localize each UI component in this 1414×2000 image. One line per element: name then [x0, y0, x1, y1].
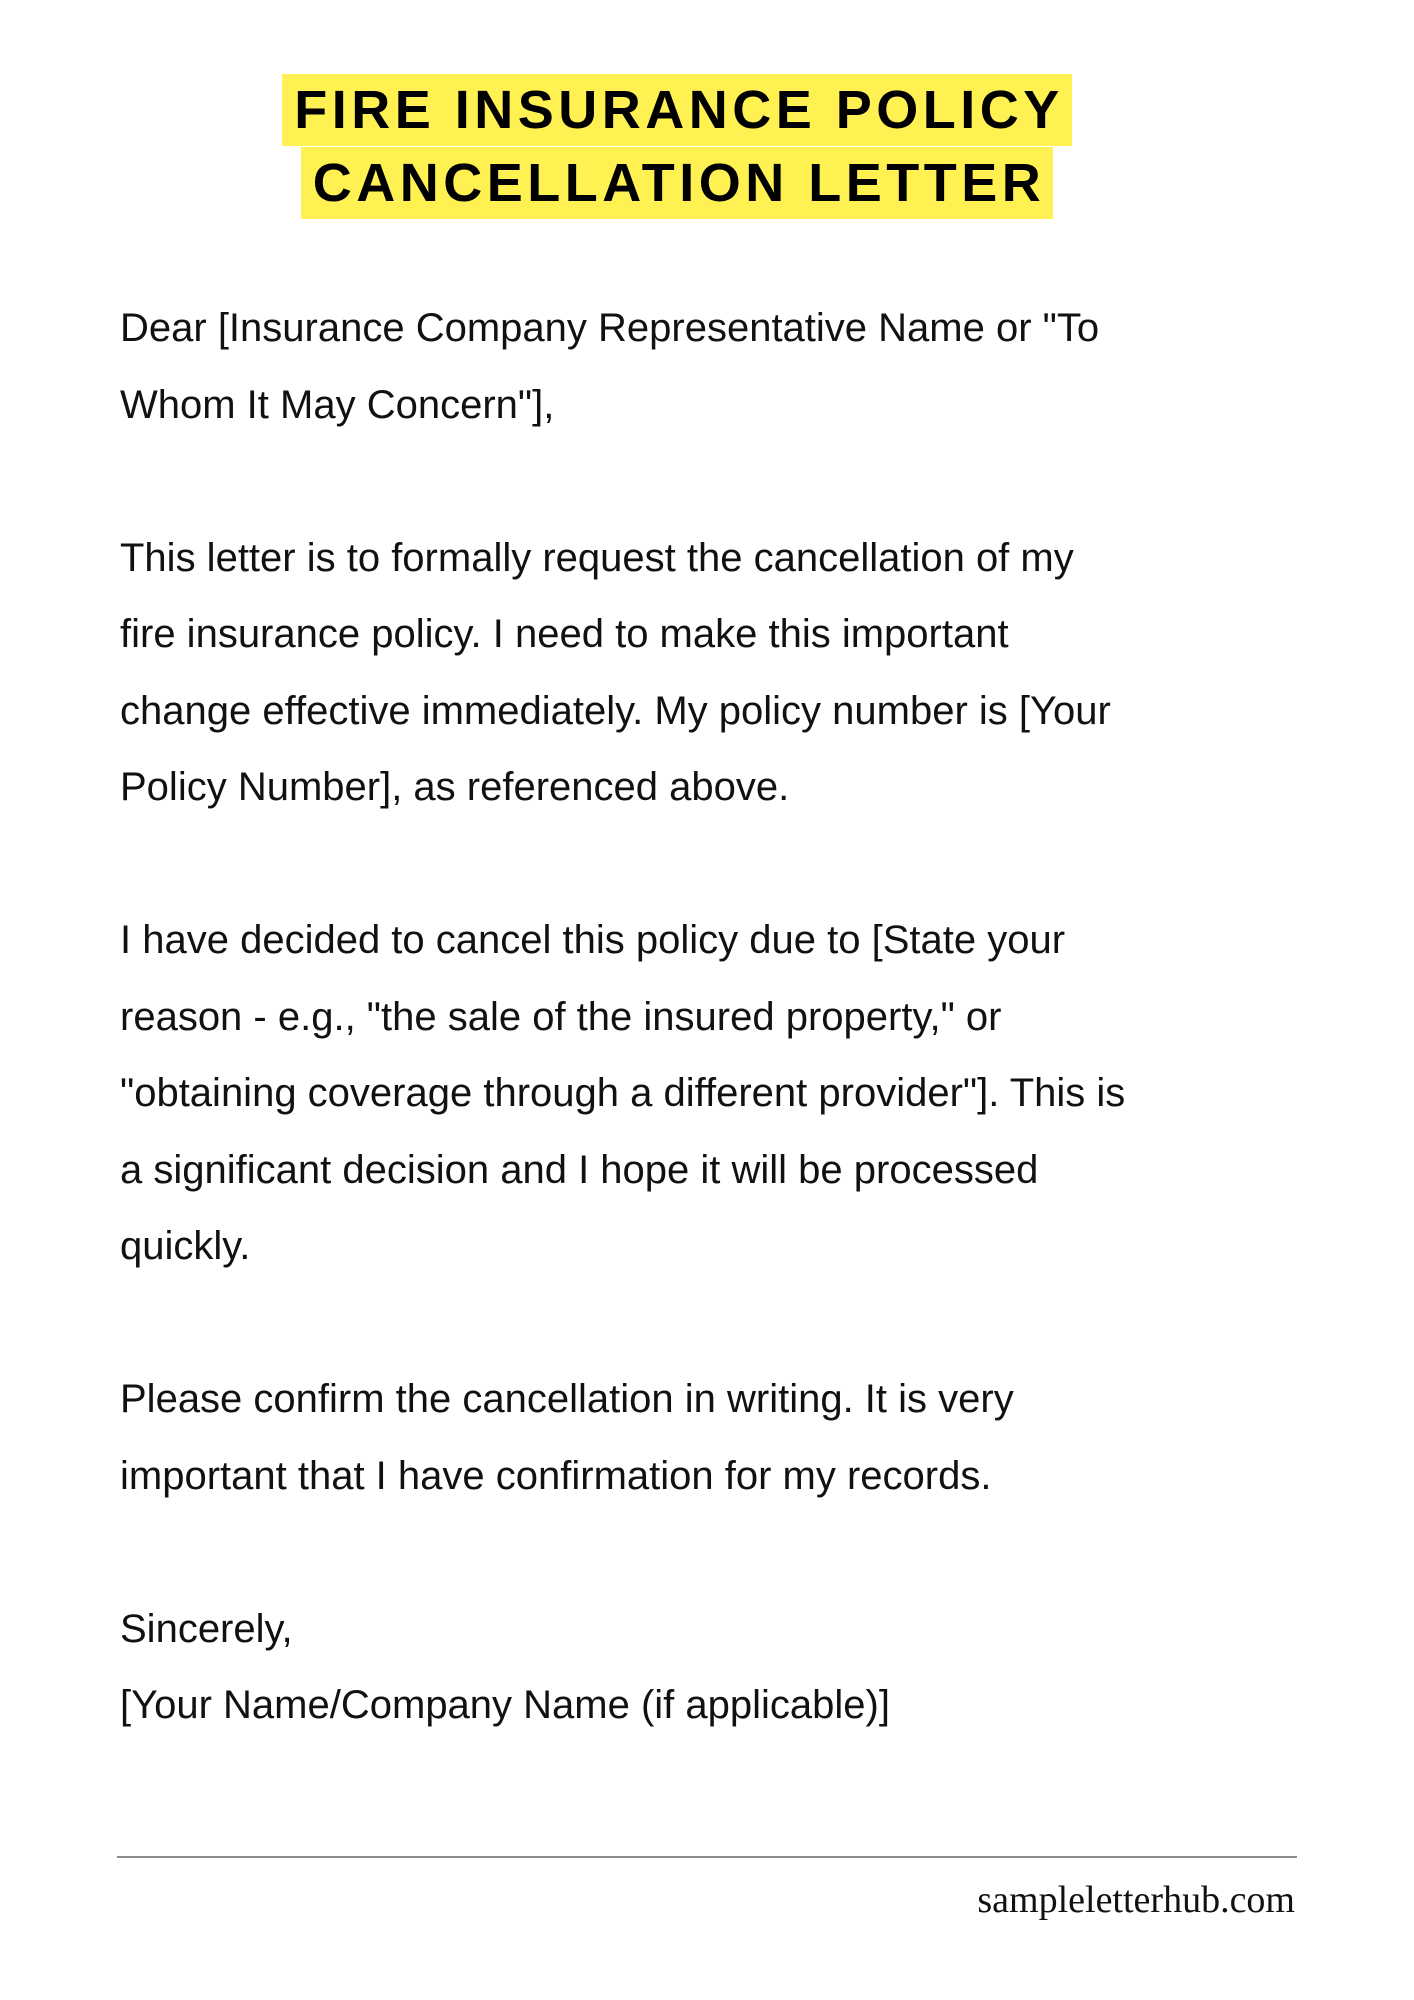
paragraph-line: reason - e.g., "the sale of the insured property," or: [120, 994, 1002, 1039]
footer-website: sampleletterhub.com: [977, 1879, 1295, 1921]
paragraph-request: [120, 520, 1380, 826]
paragraph-line: change effective immediately. My policy number is [Your: [120, 688, 1111, 733]
paragraph-spacer: [120, 443, 1380, 520]
paragraph-spacer: [120, 826, 1380, 903]
letter-body: [120, 290, 1380, 1744]
paragraph-spacer: [120, 1514, 1380, 1591]
paragraph-line: important that I have confirmation for my records.: [120, 1453, 992, 1498]
paragraph-reason: [120, 902, 1380, 1285]
paragraph-line: quickly.: [120, 1224, 251, 1268]
paragraph-line: a significant decision and I hope it will be processed: [120, 1147, 1039, 1192]
paragraph-line: This letter is to formally request the cancellation of my: [120, 535, 1074, 580]
greeting-line: Whom It May Concern"],: [120, 382, 555, 427]
paragraph-line: Please confirm the cancellation in writing. It is very: [120, 1377, 1014, 1421]
paragraph-line: I have decided to cancel this policy due to [State your: [120, 918, 1066, 962]
paragraph-line: fire insurance policy. I need to make this important: [120, 612, 1009, 656]
document-title: [0, 74, 1354, 220]
paragraph-line: Policy Number], as referenced above.: [120, 765, 790, 809]
title-line-1: FIRE INSURANCE POLICY: [282, 74, 1072, 146]
paragraph-line: "obtaining coverage through a different provider"]. This is: [120, 1071, 1126, 1115]
footer-divider: [117, 1856, 1297, 1858]
paragraph-confirmation: [120, 1361, 1380, 1514]
paragraph-spacer: [120, 1285, 1380, 1362]
greeting: [120, 290, 1380, 443]
signature-placeholder: [Your Name/Company Name (if applicable)]: [120, 1683, 890, 1727]
closing: Sincerely,: [120, 1606, 293, 1651]
greeting-line: Dear [Insurance Company Representative Name or "To: [120, 306, 1100, 350]
title-line-2: CANCELLATION LETTER: [301, 147, 1053, 219]
